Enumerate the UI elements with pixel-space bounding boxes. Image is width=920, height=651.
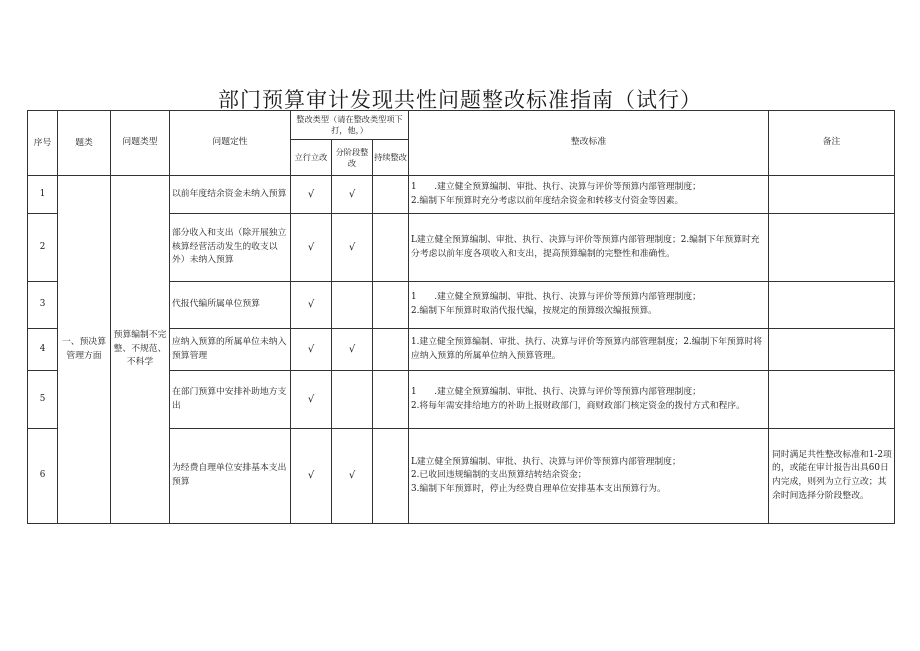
row-continuous-mark [373,176,409,214]
row-immediate-mark: √ [291,214,332,282]
standard-line: 3.编制下年预算时，停止为经费自理单位安排基本支出预算行为。 [411,483,666,494]
row-immediate-mark: √ [291,282,332,329]
row-phased-mark: √ [332,214,373,282]
row-standard [409,176,769,214]
row-remark: 同时满足共性整改标准和1-2项的，或能在审计报告出具60日内完成，则列为立行立改；其余时间选择分阶段整改。 [769,429,895,524]
standard-line: 2.编制下年预算时充分考虑以前年度结余资金和转移支付资金等因素。 [411,195,684,206]
row-seq: 1 [28,176,58,214]
row-remark [769,371,895,429]
header-rectify-type: 整改类型（请在整改类型项下打，他，） [291,111,409,140]
header-remark: 备注 [769,111,895,176]
row-seq: 4 [28,329,58,371]
document-title: 部门预算审计发现共性问题整改标准指南（试行） [218,88,702,112]
standard-line: 2.将每年需安排给地方的补助上报财政部门，商财政部门核定资金的拨付方式和程序。 [411,400,745,411]
row-seq: 5 [28,371,58,429]
row-standard [409,371,769,429]
row-phased-mark [332,371,373,429]
table-row [28,176,895,214]
header-category: 题类 [58,111,111,176]
standard-line: 1.建立健全预算编制、审批、执行、决算与评价等预算内部管理制度；2.编制下年预算时将应纳入预算的所属单位纳入预算管理。 [411,336,763,361]
row-remark [769,176,895,214]
row-standard [409,329,769,371]
row-nature: 代报代编所属单位预算 [170,282,291,329]
header-seq: 序号 [28,111,58,176]
standard-line: 1 .建立健全预算编制、审批、执行、决算与评价等预算内部管理制度； [411,292,701,303]
row-continuous-mark [373,214,409,282]
standard-line: 1 .建立健全预算编制、审批、执行、决算与评价等预算内部管理制度； [411,386,701,397]
header-standard: 整改标准 [409,111,769,176]
row-phased-mark: √ [332,176,373,214]
row-nature: 部分收入和支出（除开展独立核算经营活动发生的收支以外）未纳入预算 [170,214,291,282]
row-immediate-mark: √ [291,371,332,429]
row-remark [769,214,895,282]
row-immediate-mark: √ [291,429,332,524]
header-immediate: 立行立改 [291,140,332,176]
row-continuous-mark [373,282,409,329]
standard-line: 2.已收回违规编制的支出预算结转结余资金； [411,470,587,481]
row-seq: 2 [28,214,58,282]
row-phased-mark [332,282,373,329]
row-immediate-mark: √ [291,329,332,371]
row-remark [769,329,895,371]
standard-line: L建立健全预算编制、审批、执行、决算与评价等预算内部管理制度； [411,456,681,467]
row-continuous-mark [373,429,409,524]
category-cell: 一、预决算管理方面 [58,176,111,524]
standard-line: L建立健全预算编制、审批、执行、决算与评价等预算内部管理制度；2.编制下年预算时充分考虑以前年度各项收入和支出，提高预算编制的完整性和准确性。 [411,234,760,259]
row-immediate-mark: √ [291,176,332,214]
row-remark [769,282,895,329]
row-nature: 应纳入预算的所属单位未纳入预算管理 [170,329,291,371]
row-seq: 3 [28,282,58,329]
row-continuous-mark [373,329,409,371]
row-standard [409,429,769,524]
row-nature: 以前年度结余资金未纳入预算 [170,176,291,214]
row-nature: 在部门预算中安排补助地方支出 [170,371,291,429]
row-continuous-mark [373,371,409,429]
header-problem-type: 问题类型 [111,111,170,176]
row-phased-mark: √ [332,429,373,524]
row-seq: 6 [28,429,58,524]
standard-line: 2.编制下年预算时取消代报代编，按规定的预算级次编报预算。 [411,306,657,316]
header-continuous: 持续整改 [373,140,409,176]
standard-line: 1 .建立健全预算编制、审批、执行、决算与评价等预算内部管理制度； [411,181,701,192]
rectification-table [27,110,895,524]
header-problem-nature: 问题定性 [170,111,291,176]
header-phased: 分阶段整改 [332,140,373,176]
row-standard [409,282,769,329]
row-nature: 为经费自理单位安排基本支出预算 [170,429,291,524]
row-standard [409,214,769,282]
problem-type-cell: 预算编制不完整、不规范、不科学 [111,176,170,524]
row-phased-mark: √ [332,329,373,371]
